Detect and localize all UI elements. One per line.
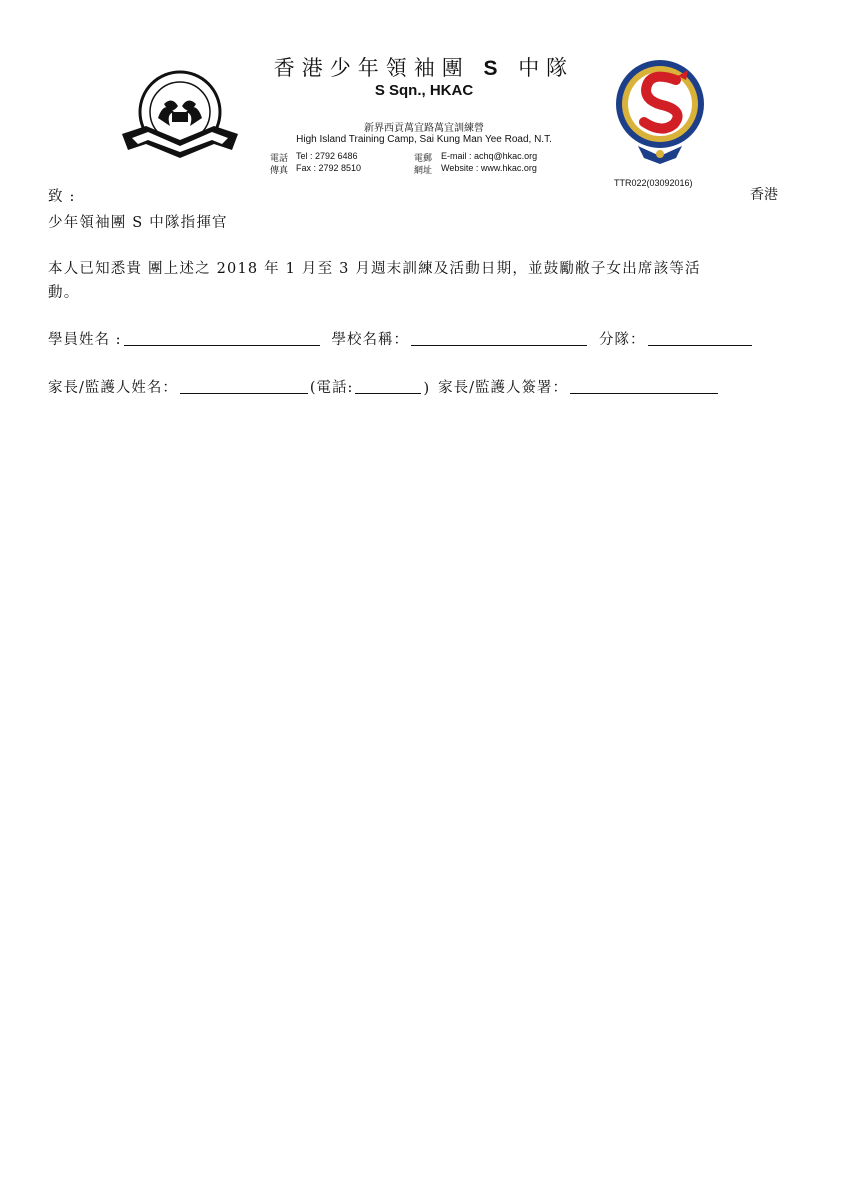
guardian-name-field[interactable] — [180, 379, 308, 394]
fax-value: Fax : 2792 8510 — [296, 163, 362, 173]
student-name-label: 學員姓名 : — [48, 332, 122, 348]
reference-code: TTR022(03092016) — [614, 178, 693, 188]
section-label: 分隊： — [599, 332, 646, 348]
school-name-label: 學校名稱： — [331, 332, 409, 348]
school-name-field[interactable] — [411, 331, 587, 346]
section-field[interactable] — [648, 331, 752, 346]
org-title-english: S Sqn., HKAC — [374, 82, 474, 99]
phone-field[interactable] — [355, 379, 421, 394]
tel-value: Tel : 2792 6486 — [296, 151, 358, 161]
guardian-signature-field[interactable] — [570, 379, 718, 394]
place-name: 香港 — [750, 187, 778, 203]
student-info-row — [48, 328, 796, 349]
phone-close: ) — [423, 381, 431, 397]
email-label: 電郵 — [414, 154, 433, 164]
acknowledgement-paragraph-line2: 動。 — [48, 285, 80, 301]
fax-label: 傳真 — [270, 166, 289, 176]
address-chinese: 新界西貢萬宜路萬宜訓練營 — [364, 123, 484, 134]
tel-label: 電話 — [270, 154, 289, 164]
acknowledgement-paragraph-line1: 本人已知悉貴 團上述之 2018 年 1 月至 3 月週末訓練及活動日期，並鼓勵敝子女出席該等活 — [48, 261, 701, 277]
guardian-info-row — [48, 376, 796, 397]
phone-label: (電話: — [309, 380, 354, 396]
to-label: 致 : — [48, 189, 76, 205]
email-value: E-mail : achq@hkac.org — [441, 151, 538, 161]
recipient: 少年領袖團 S 中隊指揮官 — [48, 215, 228, 231]
student-name-field[interactable] — [124, 331, 320, 346]
website-value: Website : www.hkac.org — [441, 163, 537, 173]
org-title-chinese: 香港少年領袖團 S 中隊 — [273, 56, 575, 80]
guardian-name-label: 家長/監護人姓名： — [48, 380, 178, 396]
address-english: High Island Training Camp, Sai Kung Man Yee Road, N.T. — [296, 134, 552, 145]
website-label: 網址 — [414, 166, 433, 176]
guardian-signature-label: 家長/監護人簽署： — [438, 380, 568, 396]
